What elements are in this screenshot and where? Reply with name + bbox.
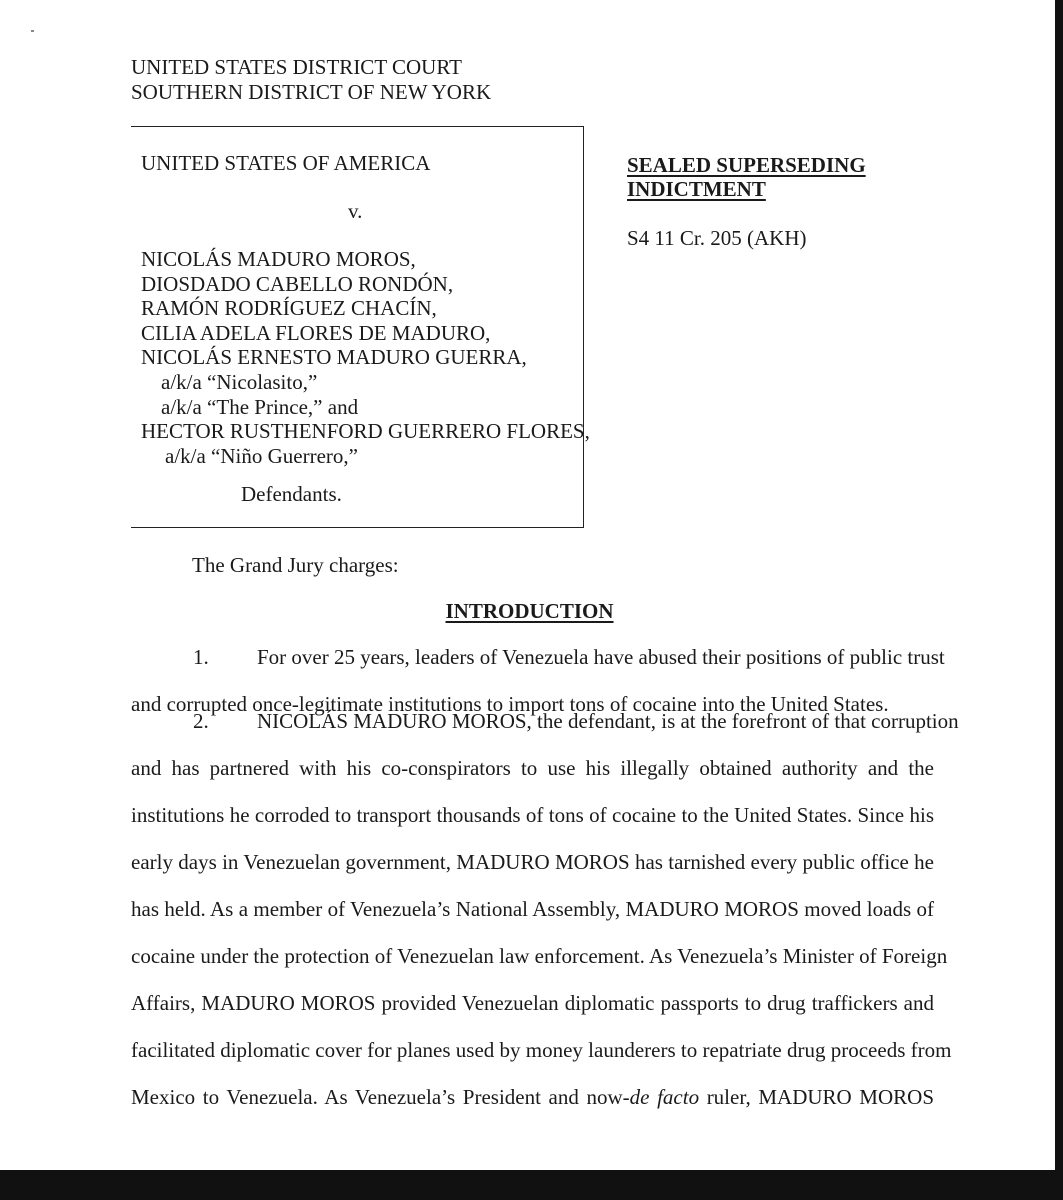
paragraph-text: Mexico to Venezuela. As Venezuela’s President and now- <box>131 1085 630 1109</box>
paragraph-number: 2. <box>193 709 209 733</box>
paragraph-line <box>131 634 945 681</box>
grand-jury-charges: The Grand Jury charges: <box>192 553 399 577</box>
caption-rule-top <box>131 126 584 127</box>
section-heading <box>0 599 1063 624</box>
paragraph-text: For over 25 years, leaders of Venezuela have abused their positions of public trust <box>257 645 945 669</box>
paragraph-italic-text: de facto <box>629 1085 700 1109</box>
paragraph-line: has held. As a member of Venezuela’s National Assembly, MADURO MOROS moved loads of <box>131 897 934 921</box>
defendant-line: NICOLÁS MADURO MOROS, <box>141 247 416 271</box>
document-type-line2: INDICTMENT <box>627 177 766 201</box>
defendant-alias: a/k/a “The Prince,” and <box>161 394 359 419</box>
document-type <box>627 153 866 201</box>
paragraph-line: and has partnered with his co-conspirators to use his illegally obtained authority and the <box>131 756 934 780</box>
paragraph-line <box>131 698 959 745</box>
paragraph-line: facilitated diplomatic cover for planes used by money launderers to repatriate drug proceeds from <box>131 1038 952 1062</box>
paragraph-line: and corrupted once-legitimate institutions to import tons of cocaine into the United States. <box>131 692 889 716</box>
versus: v. <box>348 199 363 223</box>
paragraph-text: NICOLÁS MADURO MOROS, the defendant, is at the forefront of that corruption <box>257 709 959 733</box>
paragraph-2 <box>131 698 959 1121</box>
defendants-label: Defendants. <box>241 482 342 506</box>
defendants-list <box>141 247 590 468</box>
case-number: S4 11 Cr. 205 (AKH) <box>627 226 807 250</box>
court-district: SOUTHERN DISTRICT OF NEW YORK <box>131 80 492 104</box>
defendant-line: DIOSDADO CABELLO RONDÓN, <box>141 271 454 296</box>
scan-speck <box>31 30 34 32</box>
caption-rule-bottom <box>131 527 584 528</box>
defendant-line: RAMÓN RODRÍGUEZ CHACÍN, <box>141 296 437 321</box>
defendant-line: HECTOR RUSTHENFORD GUERRERO FLORES, <box>141 419 590 444</box>
section-heading-text: INTRODUCTION <box>445 599 614 623</box>
defendant-alias: a/k/a “Niño Guerrero,” <box>165 443 358 468</box>
paragraph-line: Affairs, MADURO MOROS provided Venezuelan diplomatic passports to drug traffickers and <box>131 991 934 1015</box>
document-type-line1: SEALED SUPERSEDING <box>627 153 866 177</box>
court-header <box>131 55 491 105</box>
paragraph-text: ruler, MADURO MOROS <box>699 1085 934 1109</box>
court-name: UNITED STATES DISTRICT COURT <box>131 55 462 79</box>
defendant-alias: a/k/a “Nicolasito,” <box>161 369 318 394</box>
plaintiff-name: UNITED STATES OF AMERICA <box>141 151 431 175</box>
page-edge-bottom <box>0 1170 1063 1200</box>
paragraph-line: cocaine under the protection of Venezuelan law enforcement. As Venezuela’s Minister of Foreign <box>131 944 948 968</box>
defendant-line: NICOLÁS ERNESTO MADURO GUERRA, <box>141 345 527 370</box>
defendant-line: CILIA ADELA FLORES DE MADURO, <box>141 320 491 345</box>
paragraph-line <box>131 1074 934 1121</box>
paragraph-number: 1. <box>193 645 209 669</box>
paragraph-line: early days in Venezuelan government, MADURO MOROS has tarnished every public office he <box>131 850 934 874</box>
paragraph-line: institutions he corroded to transport thousands of tons of cocaine to the United States. Since his <box>131 803 934 827</box>
